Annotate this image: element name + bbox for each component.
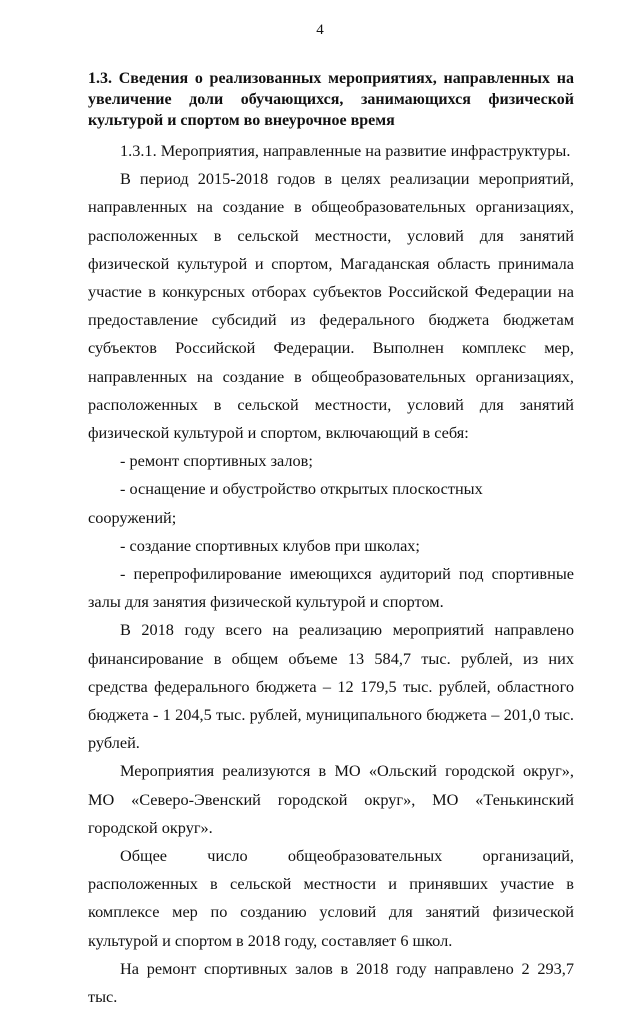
paragraph-repair: На ремонт спортивных залов в 2018 году направлено 2 293,7 тыс. [88,958,574,1007]
subsection-heading: 1.3.1. Мероприятия, направленные на развитие инфраструктуры. [120,141,571,160]
document-body [88,137,574,1011]
paragraph-municipalities: Мероприятия реализуются в МО «Ольский городской округ», МО «Северо-Эвенский городской округ», МО «Тенькинский городской округ». [88,761,574,837]
list-item-room-conversion: - перепрофилирование имеющихся аудиторий под спортивные залы для занятия физической культурой и спортом. [88,564,574,612]
list-item-gym-repair: - ремонт спортивных залов; [120,451,313,471]
page-number: 4 [316,22,324,38]
section-heading: 1.3. Сведения о реализованных мероприятиях, направленных на увеличение доли обучающихся, занимающихся физической культурой и спортом во внеурочное время [88,70,574,129]
paragraph-financing: В 2018 году всего на реализацию мероприятий направлено финансирование в общем объеме 13 584,7 тыс. рублей, из них средства федерального бюджета – 12 179,5 тыс. рублей, областного бюджета - 1 204,5 тыс. рублей, муниципального бюджета – 201,0 тыс. рублей. [88,620,574,753]
list-item-outdoor-facilities: - оснащение и обустройство открытых плоскостных сооружений; [88,479,483,527]
paragraph-intro: В период 2015-2018 годов в целях реализации мероприятий, направленных на создание в общеобразовательных организациях, расположенных в сельской местности, условий для занятий физической культурой и спортом, Магаданская область принимала участие в конкурсных отборах субъектов Российской Федерации на предоставление субсидий из федерального бюджета бюджетам субъектов Российской Федерации. Выполнен комплекс мер, направленных на создание в общеобразовательных организациях, расположенных в сельской местности, условий для занятий физической культурой и спортом, включающий в себя: [88,169,574,443]
list-item-sports-clubs: - создание спортивных клубов при школах; [120,535,420,555]
paragraph-schools-count: Общее число общеобразовательных организаций, расположенных в сельской местности и принявших участие в комплексе мер по созданию условий для занятий физической культурой и спортом в 2018 году, составляет 6 школ. [88,846,574,950]
